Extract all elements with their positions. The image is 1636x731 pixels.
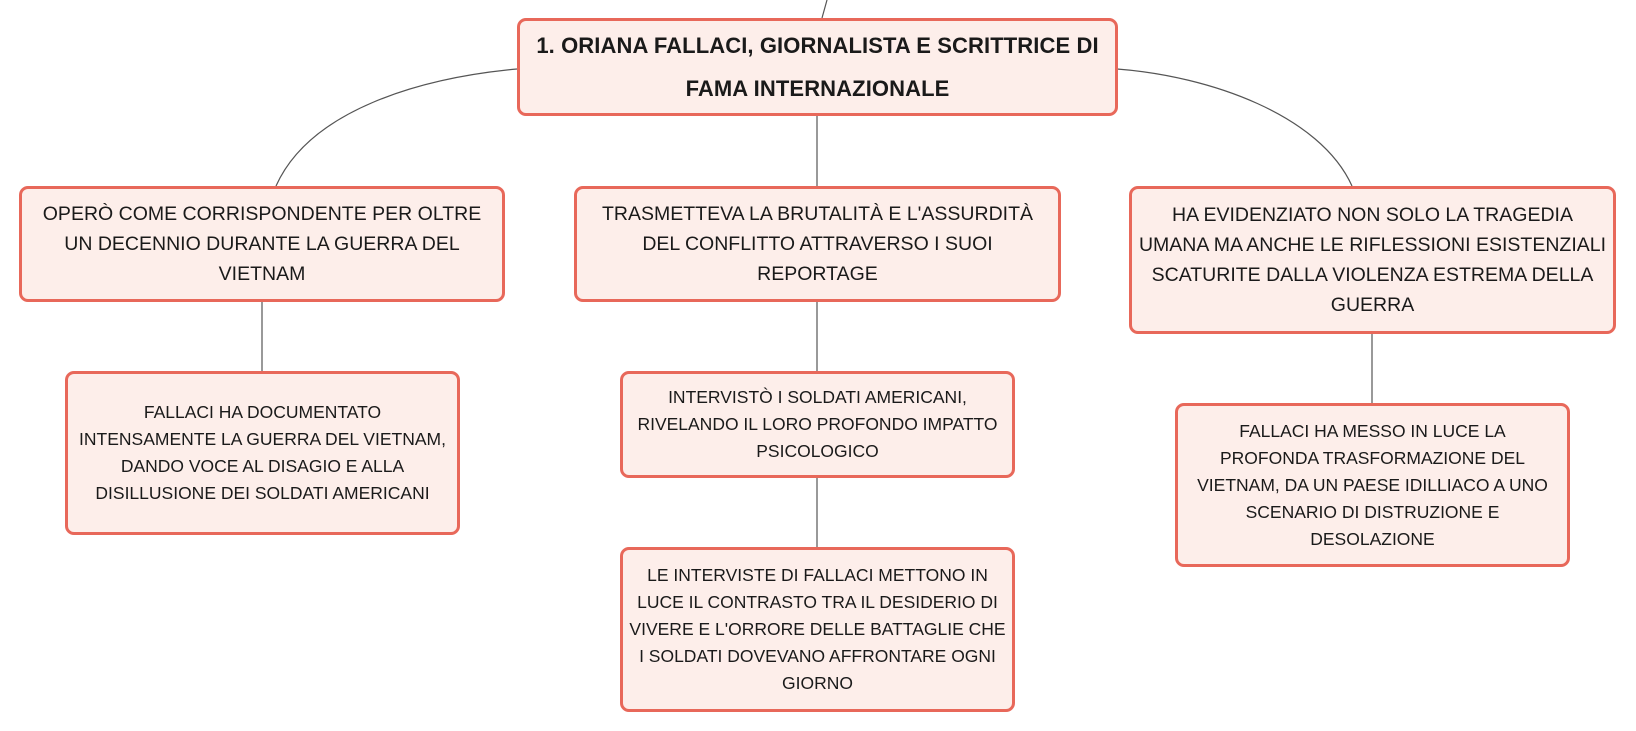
- subtopic-node[interactable]: [620, 371, 1015, 478]
- connector-root-to-branch-1: [276, 69, 517, 186]
- branch-topic-node[interactable]: [574, 186, 1061, 302]
- subtopic-node[interactable]: [65, 371, 460, 535]
- branch-topic-node[interactable]: [19, 186, 505, 302]
- root-topic-node[interactable]: [517, 18, 1118, 116]
- subtopic-text: LE INTERVISTE DI FALLACI METTONO IN LUCE IL CONTRASTO TRA IL DESIDERIO DI VIVERE E L'ORRORE DELLE BATTAGLIE CHE I SOLDATI DOVEVANO AFFRONTARE OGNI GIORNO: [629, 565, 1006, 693]
- subtopic-text: FALLACI HA MESSO IN LUCE LA PROFONDA TRASFORMAZIONE DEL VIETNAM, DA UN PAESE IDILLIACO A UNO SCENARIO DI DISTRUZIONE E DESOLAZIONE: [1197, 420, 1548, 549]
- branch-topic-text: TRASMETTEVA LA BRUTALITÀ E L'ASSURDITÀ DEL CONFLITTO ATTRAVERSO I SUOI REPORTAGE: [601, 203, 1034, 285]
- branch-topic-text: HA EVIDENZIATO NON SOLO LA TRAGEDIA UMANA MA ANCHE LE RIFLESSIONI ESISTENZIALI SCATURITE DALLA VIOLENZA ESTREMA DELLA GUERRA: [1138, 204, 1607, 316]
- branch-topic-text: OPERÒ COME CORRISPONDENTE PER OLTRE UN DECENNIO DURANTE LA GUERRA DEL VIETNAM: [42, 203, 482, 285]
- subtopic-text: INTERVISTÒ I SOLDATI AMERICANI, RIVELANDO IL LORO PROFONDO IMPATTO PSICOLOGICO: [637, 387, 998, 461]
- subtopic-text: FALLACI HA DOCUMENTATO INTENSAMENTE LA GUERRA DEL VIETNAM, DANDO VOCE AL DISAGIO E ALLA DISILLUSIONE DEI SOLDATI AMERICANI: [79, 402, 446, 503]
- subtopic-node[interactable]: [620, 547, 1015, 712]
- root-topic-text: 1. ORIANA FALLACI, GIORNALISTA E SCRITTRICE DI FAMA INTERNAZIONALE: [536, 33, 1099, 101]
- subtopic-node[interactable]: [1175, 403, 1570, 567]
- connector-to-root-from-above: [822, 0, 827, 18]
- branch-topic-node[interactable]: [1129, 186, 1616, 334]
- connector-root-to-branch-3: [1117, 69, 1352, 186]
